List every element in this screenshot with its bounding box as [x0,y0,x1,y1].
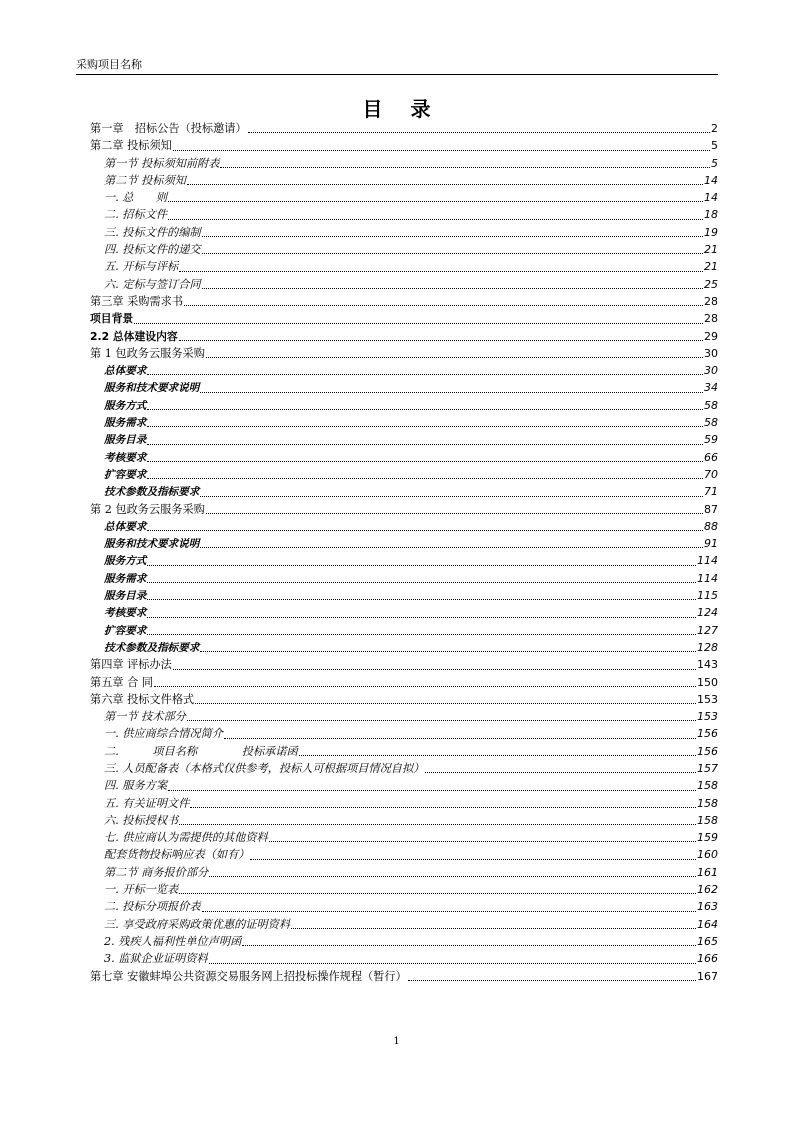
toc-entry[interactable] [90,968,718,985]
toc-entry[interactable] [90,725,718,742]
table-of-contents [90,120,718,985]
toc-entry-page: 34 [704,381,718,395]
toc-entry[interactable] [90,501,718,518]
toc-dot-leader [179,339,703,341]
toc-entry[interactable] [90,846,718,863]
toc-entry-label: 第七章 安徽蚌埠公共资源交易服务网上招投标操作规程（暂行） [90,969,407,983]
toc-entry[interactable] [90,518,718,535]
toc-dot-leader [195,702,696,704]
toc-entry-page: 160 [697,848,718,862]
toc-entry[interactable] [90,795,718,812]
header-divider [76,74,718,75]
toc-entry-label: 四. 投标文件的递交 [104,243,201,257]
toc-entry[interactable] [90,449,718,466]
toc-entry-label: 第二章 投标须知 [90,139,172,153]
page-number: 1 [393,1036,400,1047]
toc-dot-leader [248,131,710,133]
toc-dot-leader [202,910,696,912]
toc-dot-leader [187,719,696,721]
toc-entry-page: 164 [697,917,718,931]
toc-entry-label: 服务和技术要求说明 [104,382,200,395]
toc-entry-label: 第二节 投标须知 [104,173,186,187]
toc-entry[interactable] [90,379,718,396]
toc-entry-page: 158 [697,796,718,810]
toc-dot-leader [147,598,696,600]
toc-entry[interactable] [90,812,718,829]
toc-entry-page: 5 [711,139,718,153]
toc-entry[interactable] [90,362,718,379]
toc-entry[interactable] [90,258,718,275]
toc-entry[interactable] [90,241,718,258]
toc-dot-leader [134,322,703,324]
header-project-name: 采购项目名称 [76,58,142,71]
toc-entry-label: 五. 有关证明文件 [104,796,190,810]
toc-entry-label: 服务方式 [104,399,147,412]
toc-entry-page: 143 [697,658,718,672]
toc-dot-leader [200,495,703,497]
toc-entry[interactable] [90,224,718,241]
toc-dot-leader [168,789,696,791]
toc-entry-page: 150 [697,675,718,689]
toc-dot-leader [147,529,703,531]
toc-entry-page: 127 [697,623,718,637]
toc-entry-page: 14 [704,191,718,205]
toc-entry-label: 第一节 技术部分 [104,710,186,724]
toc-entry-page: 163 [697,900,718,914]
toc-entry-page: 2 [711,122,718,135]
toc-dot-leader [147,477,703,479]
toc-dot-leader [147,425,703,427]
toc-entry-page: 25 [704,277,718,291]
toc-entry-label: 2. 残疾人福利性单位声明函 [104,934,242,948]
toc-entry-label: 技术参数及指标要求 [104,641,200,654]
toc-entry-label: 第一节 投标须知前附表 [104,156,220,170]
toc-entry[interactable] [90,552,718,569]
toc-entry-page: 21 [704,243,718,257]
toc-dot-leader [147,373,703,375]
toc-dot-leader [147,443,703,445]
toc-dot-leader [224,737,696,739]
toc-entry-page: 161 [697,865,718,879]
toc-entry[interactable] [90,950,718,967]
toc-dot-leader [147,564,696,566]
toc-dot-leader [206,512,703,514]
toc-entry-page: 156 [697,744,718,758]
toc-entry-page: 58 [704,398,718,412]
toc-entry-label: 二. 项目名称 投标承诺函 [104,744,298,758]
toc-dot-leader [202,252,703,254]
toc-entry-page: 114 [697,571,718,585]
toc-entry-label: 三. 投标文件的编制 [104,225,201,239]
toc-entry-label: 总体要求 [104,365,147,378]
toc-entry-label: 七. 供应商认为需提供的其他资料 [104,831,268,845]
toc-entry[interactable] [90,466,718,483]
toc-entry-page: 18 [704,208,718,222]
toc-dot-leader [299,754,696,756]
toc-dot-leader [206,356,703,358]
toc-entry-page: 124 [697,606,718,620]
toc-entry[interactable] [90,656,718,673]
toc-entry-label: 一. 总 则 [104,191,168,205]
toc-entry-page: 158 [697,779,718,793]
toc-entry-page: 30 [704,364,718,378]
toc-entry[interactable] [90,120,718,137]
toc-entry[interactable] [90,604,718,621]
toc-entry-label: 六. 定标与签订合同 [104,277,201,291]
toc-entry-label: 扩容要求 [104,624,147,637]
toc-entry[interactable] [90,933,718,950]
toc-entry-page: 153 [697,710,718,724]
toc-dot-leader [202,287,703,289]
toc-entry[interactable] [90,674,718,691]
toc-dot-leader [187,183,703,185]
toc-dot-leader [147,460,703,462]
toc-dot-leader [147,581,696,583]
toc-dot-leader [408,979,696,981]
toc-entry-label: 三. 享受政府采购政策优惠的证明资料 [104,917,291,931]
toc-entry-page: 157 [697,761,718,775]
toc-entry-label: 第六章 投标文件格式 [90,692,195,706]
toc-dot-leader [179,892,696,894]
toc-entry-label: 四. 服务方案 [104,779,168,793]
toc-entry[interactable] [90,155,718,172]
toc-entry-page: 88 [704,519,718,533]
toc-dot-leader [425,771,696,773]
toc-dot-leader [269,840,696,842]
toc-entry-page: 159 [697,831,718,845]
toc-entry-page: 167 [697,969,718,983]
toc-dot-leader [168,200,703,202]
toc-entry-page: 128 [697,640,718,654]
toc-entry[interactable] [90,414,718,431]
toc-entry[interactable] [90,310,718,327]
toc-dot-leader [209,875,696,877]
toc-entry-page: 66 [704,450,718,464]
toc-dot-leader [250,858,696,860]
toc-entry-label: 2.2 总体建设内容 [90,329,178,343]
toc-entry[interactable] [90,206,718,223]
toc-dot-leader [200,391,703,393]
toc-entry[interactable] [90,137,718,154]
toc-entry-label: 服务方式 [104,555,147,568]
toc-entry[interactable] [90,708,718,725]
toc-entry-label: 配套货物投标响应表（如有） [104,848,250,862]
toc-dot-leader [209,962,696,964]
toc-entry-page: 58 [704,416,718,430]
toc-entry-label: 二. 投标分项报价表 [104,900,201,914]
toc-dot-leader [179,270,703,272]
toc-entry-label: 服务目录 [104,590,147,603]
toc-dot-leader [242,944,696,946]
toc-entry-label: 服务需求 [104,572,147,585]
toc-entry[interactable] [90,881,718,898]
toc-entry-label: 五. 开标与评标 [104,260,179,274]
toc-entry-label: 六. 投标授权书 [104,813,179,827]
toc-dot-leader [173,149,710,151]
toc-dot-leader [168,218,703,220]
toc-entry[interactable] [90,864,718,881]
toc-entry-page: 166 [697,952,718,966]
toc-entry-label: 技术参数及指标要求 [104,486,200,499]
toc-entry-label: 第一章 招标公告（投标邀请） [90,122,247,135]
toc-entry-label: 一. 供应商综合情况简介 [104,727,223,741]
toc-entry-page: 71 [704,485,718,499]
toc-entry[interactable] [90,587,718,604]
toc-entry-page: 30 [704,346,718,360]
toc-entry-label: 考核要求 [104,451,147,464]
toc-entry[interactable] [90,777,718,794]
toc-entry-label: 第 2 包政务云服务采购 [90,502,205,516]
toc-dot-leader [147,633,696,635]
toc-entry[interactable] [90,172,718,189]
toc-entry-label: 服务和技术要求说明 [104,538,200,551]
toc-dot-leader [200,546,703,548]
toc-entry[interactable] [90,829,718,846]
toc-entry[interactable] [90,328,718,345]
toc-entry-page: 162 [697,883,718,897]
toc-entry-label: 一. 开标一览表 [104,883,179,897]
toc-entry-page: 115 [697,589,718,603]
toc-dot-leader [173,668,696,670]
toc-entry[interactable] [90,189,718,206]
toc-dot-leader [220,166,710,168]
toc-entry[interactable] [90,916,718,933]
toc-dot-leader [184,304,703,306]
toc-entry-page: 19 [704,225,718,239]
toc-entry[interactable] [90,431,718,448]
toc-entry-page: 87 [704,502,718,516]
toc-entry-page: 5 [711,156,718,170]
toc-entry-page: 59 [704,433,718,447]
toc-title: 目录 [362,97,459,121]
toc-entry-page: 14 [704,173,718,187]
toc-entry-page: 21 [704,260,718,274]
toc-entry[interactable] [90,483,718,500]
toc-entry-label: 3. 监狱企业证明资料 [104,952,208,966]
toc-dot-leader [190,806,696,808]
toc-entry-page: 28 [704,312,718,326]
toc-entry-label: 第二节 商务报价部分 [104,865,209,879]
toc-entry-label: 第 1 包政务云服务采购 [90,346,205,360]
toc-entry[interactable] [90,898,718,915]
toc-entry-label: 项目背景 [90,312,134,326]
toc-entry-label: 第四章 评标办法 [90,658,172,672]
toc-entry-page: 114 [697,554,718,568]
toc-entry-label: 服务需求 [104,417,147,430]
toc-entry[interactable] [90,691,718,708]
toc-entry-page: 91 [704,537,718,551]
toc-entry-page: 28 [704,294,718,308]
toc-entry[interactable] [90,293,718,310]
toc-entry[interactable] [90,639,718,656]
toc-entry-label: 服务目录 [104,434,147,447]
toc-entry[interactable] [90,743,718,760]
toc-entry[interactable] [90,345,718,362]
toc-entry-label: 二. 招标文件 [104,208,168,222]
toc-dot-leader [147,408,703,410]
toc-entry-page: 153 [697,692,718,706]
toc-dot-leader [200,650,696,652]
toc-entry-label: 总体要求 [104,520,147,533]
toc-dot-leader [291,927,696,929]
toc-entry[interactable] [90,397,718,414]
toc-entry-label: 第三章 采购需求书 [90,294,184,308]
toc-entry-label: 考核要求 [104,607,147,620]
toc-dot-leader [154,685,696,687]
toc-entry-label: 扩容要求 [104,468,147,481]
toc-entry[interactable] [90,276,718,293]
toc-entry[interactable] [90,760,718,777]
toc-dot-leader [147,616,696,618]
toc-entry[interactable] [90,622,718,639]
toc-entry-label: 三. 人员配备表（本格式仅供参考，投标人可根据项目情况自拟） [104,761,425,775]
toc-entry-page: 156 [697,727,718,741]
toc-entry-page: 29 [704,329,718,343]
toc-entry-label: 第五章 合 同 [90,675,154,689]
toc-entry[interactable] [90,570,718,587]
toc-dot-leader [202,235,703,237]
toc-entry-page: 165 [697,934,718,948]
toc-entry-page: 70 [704,467,718,481]
toc-entry[interactable] [90,535,718,552]
toc-entry-page: 158 [697,813,718,827]
toc-dot-leader [179,823,696,825]
